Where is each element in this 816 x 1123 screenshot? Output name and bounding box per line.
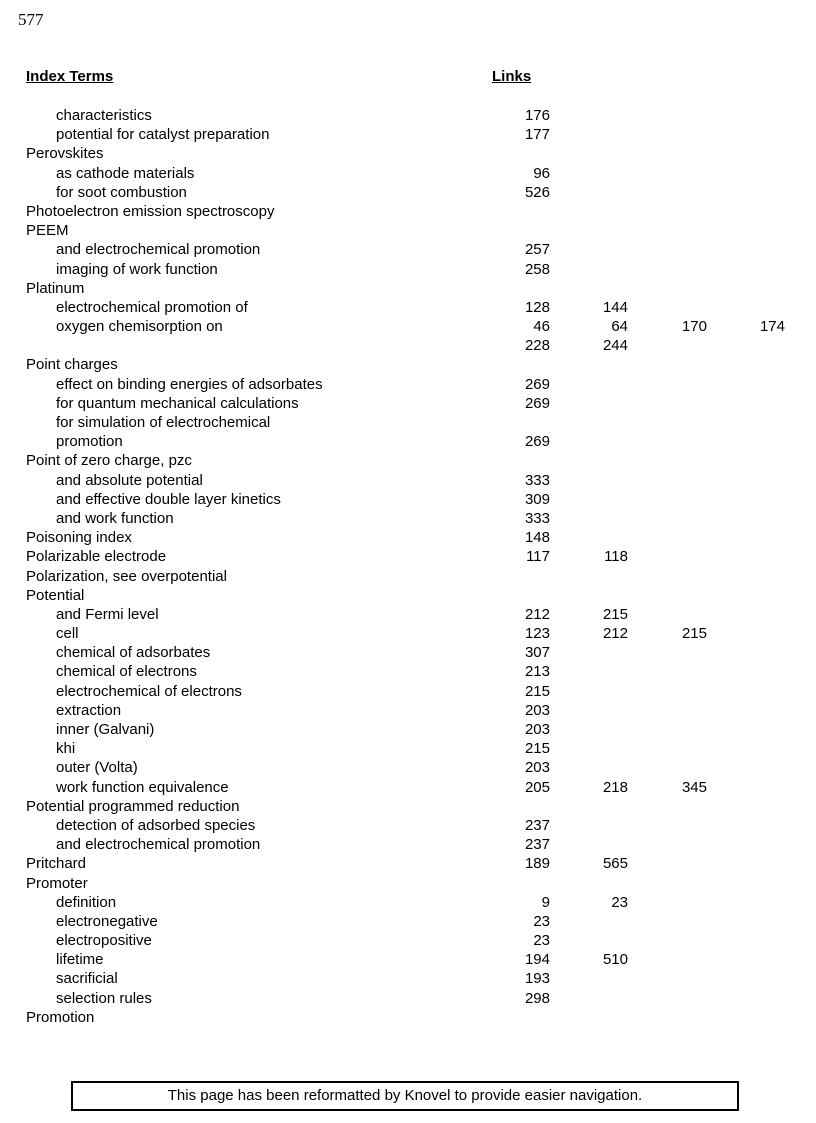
index-term: cell — [56, 625, 79, 643]
index-term: Potential programmed reduction — [26, 797, 240, 815]
index-subentry — [0, 778, 816, 797]
index-subentry — [0, 701, 816, 720]
page-link[interactable]: 144 — [602, 298, 628, 316]
index-term: Promoter — [26, 874, 88, 892]
index-term: Polarizable electrode — [26, 548, 167, 566]
index-subentry — [0, 931, 816, 950]
index-subentry — [0, 624, 816, 643]
index-term: Perovskites — [26, 145, 104, 163]
index-subentry — [0, 317, 816, 336]
page-link[interactable]: 193 — [524, 970, 550, 988]
index-term: work function equivalence — [56, 778, 229, 796]
page-link[interactable]: 258 — [524, 260, 550, 278]
index-subentry — [0, 298, 816, 317]
index-term: Photoelectron emission spectroscopy — [26, 202, 275, 220]
links-heading: Links — [492, 68, 532, 85]
page-link[interactable]: 176 — [524, 107, 550, 124]
index-term: and work function — [56, 509, 174, 527]
page-link[interactable]: 333 — [524, 509, 550, 527]
index-term: electronegative — [56, 912, 158, 930]
page-link[interactable]: 269 — [524, 394, 550, 412]
index-subentry — [0, 662, 816, 681]
page-link[interactable]: 148 — [524, 529, 550, 547]
index-term: definition — [56, 893, 117, 911]
page-link[interactable]: 203 — [524, 701, 550, 719]
index-terms-heading: Index Terms — [26, 68, 114, 85]
page-link[interactable]: 237 — [524, 836, 550, 854]
page-link[interactable]: 244 — [602, 337, 628, 355]
index-subentry — [0, 912, 816, 931]
index-subentry — [0, 720, 816, 739]
page-link[interactable]: 269 — [524, 433, 550, 451]
index-term: promotion — [56, 433, 123, 451]
index-term: detection of adsorbed species — [56, 816, 256, 834]
page-link[interactable]: 215 — [681, 625, 707, 643]
index-subentry — [0, 758, 816, 777]
page-link[interactable]: 203 — [524, 759, 550, 777]
index-subentry — [0, 816, 816, 835]
page-link[interactable]: 333 — [524, 471, 550, 489]
index-term: as cathode materials — [56, 164, 195, 182]
page-link[interactable]: 212 — [524, 605, 550, 623]
index-term: extraction — [56, 701, 122, 719]
index-subentry — [0, 183, 816, 202]
page-link[interactable]: 123 — [524, 625, 550, 643]
index-term: khi — [56, 740, 76, 758]
page-link[interactable]: 96 — [533, 164, 550, 182]
page-link[interactable]: 510 — [602, 951, 628, 969]
page-link[interactable]: 194 — [524, 951, 550, 969]
index-subentry — [0, 125, 816, 144]
index-term: electrochemical of electrons — [56, 682, 242, 700]
page-link[interactable]: 215 — [524, 682, 550, 700]
page-link[interactable]: 257 — [524, 241, 550, 259]
index-term: Polarization, see overpotential — [26, 567, 227, 585]
index-term: lifetime — [56, 951, 104, 969]
index-subentry — [0, 969, 816, 988]
index-subentry — [0, 643, 816, 662]
index-term: Pritchard — [26, 855, 87, 873]
index-subentry — [0, 375, 816, 394]
page-link[interactable]: 215 — [602, 605, 628, 623]
page-link[interactable]: 307 — [524, 644, 550, 662]
page-link[interactable]: 205 — [524, 778, 550, 796]
index-term: sacrificial — [56, 970, 118, 988]
index-subentry — [0, 336, 816, 355]
page-link[interactable]: 215 — [524, 740, 550, 758]
index-entry — [0, 874, 816, 893]
index-term: for quantum mechanical calculations — [56, 394, 299, 412]
page-link[interactable]: 237 — [524, 816, 550, 834]
index-subentry — [0, 605, 816, 624]
index-term: Platinum — [26, 279, 85, 297]
index-entry — [0, 854, 816, 873]
page-link[interactable]: 118 — [604, 548, 628, 566]
page-link[interactable]: 117 — [526, 548, 550, 566]
index-term: for soot combustion — [56, 183, 187, 201]
index-term: effect on binding energies of adsorbates — [56, 375, 323, 393]
page-link[interactable]: 23 — [611, 893, 628, 911]
index-term: for simulation of electrochemical — [56, 414, 271, 431]
index-subentry — [0, 260, 816, 279]
page-link[interactable]: 174 — [759, 318, 785, 336]
index-subentry — [0, 509, 816, 528]
knovel-footer-notice: This page has been reformatted by Knovel to provide easier navigation. — [71, 1081, 739, 1111]
page-link[interactable]: 228 — [524, 337, 550, 355]
page-link[interactable]: 565 — [602, 855, 628, 873]
index-subentry — [0, 471, 816, 490]
index-subentry — [0, 950, 816, 969]
index-subentry — [0, 989, 816, 1008]
page-link[interactable]: 526 — [524, 183, 550, 201]
index-entry — [0, 279, 816, 298]
index-term: potential for catalyst preparation — [56, 126, 270, 144]
page-link[interactable]: 345 — [681, 778, 707, 796]
index-subentry — [0, 240, 816, 259]
index-term: Promotion — [26, 1008, 95, 1026]
index-subentry — [0, 394, 816, 413]
page-link[interactable]: 309 — [524, 490, 550, 508]
page-link[interactable]: 46 — [533, 318, 550, 336]
index-term: imaging of work function — [56, 260, 218, 278]
index-subentry — [0, 106, 816, 125]
index-term: chemical of adsorbates — [56, 644, 211, 662]
index-term: Point of zero charge, pzc — [26, 452, 192, 470]
index-term: electropositive — [56, 932, 152, 950]
page-link[interactable]: 298 — [524, 989, 550, 1007]
index-term: selection rules — [56, 989, 152, 1007]
index-subentry — [0, 835, 816, 854]
index-entry — [0, 451, 816, 470]
index-term: Point charges — [26, 356, 118, 374]
index-entry — [0, 144, 816, 163]
page-link[interactable]: 128 — [524, 298, 550, 316]
index-subentry — [0, 893, 816, 912]
index-entry — [0, 547, 816, 566]
page-link[interactable]: 9 — [541, 893, 550, 911]
index-term: and electrochemical promotion — [56, 241, 261, 259]
index-term: electrochemical promotion of — [56, 298, 248, 316]
index-term: chemical of electrons — [56, 663, 197, 681]
index-entry — [0, 797, 816, 816]
index-entry-list — [0, 106, 816, 1027]
index-entry — [0, 355, 816, 374]
index-term: Poisoning index — [26, 529, 132, 547]
index-term: oxygen chemisorption on — [56, 318, 223, 336]
page-link[interactable]: 23 — [533, 912, 550, 930]
index-term: and Fermi level — [56, 605, 159, 623]
index-subentry — [0, 432, 816, 451]
index-term: and electrochemical promotion — [56, 836, 261, 854]
index-subentry — [0, 490, 816, 509]
index-term: characteristics — [56, 107, 152, 124]
index-subentry — [0, 413, 816, 432]
index-entry — [0, 586, 816, 605]
index-subentry — [0, 739, 816, 758]
index-term: PEEM — [26, 222, 69, 240]
page-link[interactable]: 212 — [602, 625, 628, 643]
index-entry — [0, 202, 816, 221]
index-term: outer (Volta) — [56, 759, 138, 777]
index-entry — [0, 528, 816, 547]
page-link[interactable]: 218 — [602, 778, 628, 796]
page-link[interactable]: 64 — [611, 318, 628, 336]
index-subentry — [0, 682, 816, 701]
page-link[interactable]: 177 — [524, 126, 550, 144]
page-link[interactable]: 23 — [533, 932, 550, 950]
index-term: and effective double layer kinetics — [56, 490, 281, 508]
page-link[interactable]: 203 — [524, 721, 550, 738]
index-entry — [0, 221, 816, 240]
index-entry — [0, 567, 816, 586]
page-link[interactable]: 213 — [524, 663, 550, 681]
page-link[interactable]: 269 — [524, 375, 550, 393]
page-number: 577 — [18, 10, 44, 29]
index-term: Potential — [26, 586, 85, 604]
index-term: and absolute potential — [56, 471, 203, 489]
index-entry — [0, 1008, 816, 1027]
index-subentry — [0, 164, 816, 183]
page-link[interactable]: 189 — [524, 855, 550, 873]
index-term: inner (Galvani) — [56, 721, 155, 738]
page-link[interactable]: 170 — [681, 318, 707, 336]
